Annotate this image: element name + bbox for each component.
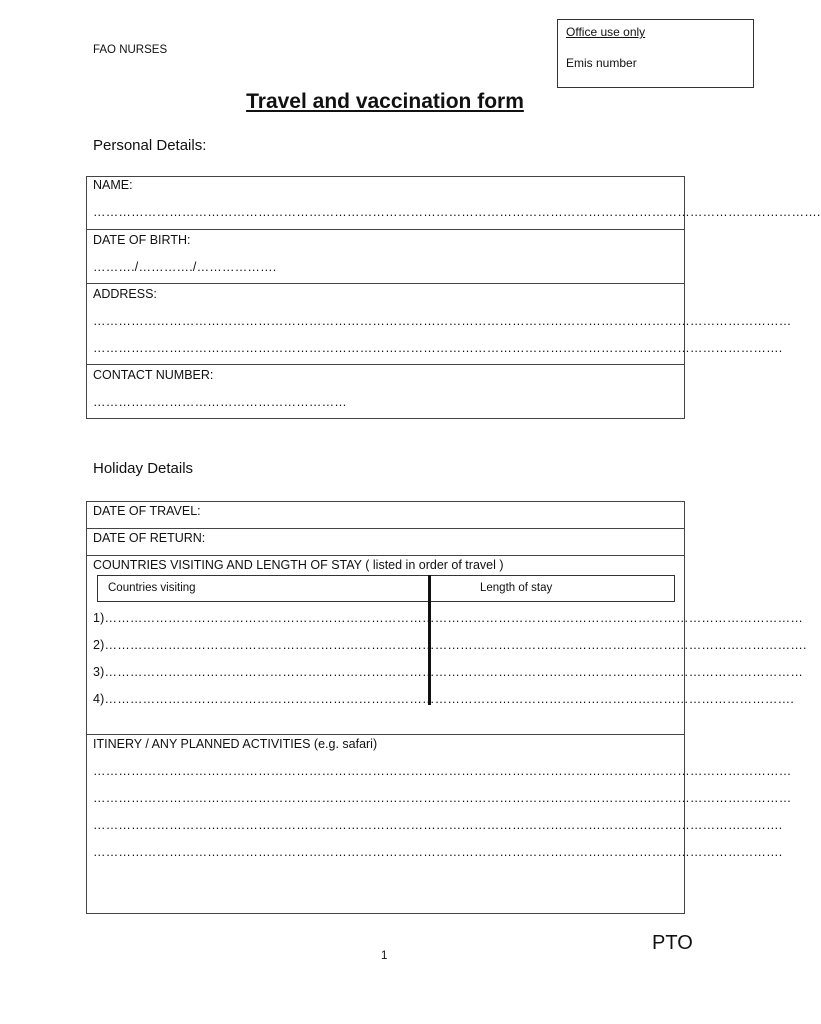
date-of-return-label: DATE OF RETURN: xyxy=(93,531,206,545)
pto-label: PTO xyxy=(652,932,693,954)
length-of-stay-column-header: Length of stay xyxy=(480,582,553,594)
contact-number-field[interactable]: …………………………………………………… xyxy=(93,395,347,409)
row-divider xyxy=(86,283,685,284)
holiday-details-heading: Holiday Details xyxy=(93,460,194,477)
country-row-1[interactable]: 1)………………………………………………………………………………………………………………………………………………… xyxy=(93,611,804,625)
country-row-4[interactable]: 4)………………………………………………………………………………………………………………………………………………. xyxy=(93,692,794,706)
itinerary-line-3[interactable]: ………………………………………………………………………………………………………………………………………………. xyxy=(93,818,783,832)
contact-number-label: CONTACT NUMBER: xyxy=(93,368,214,382)
name-label: NAME: xyxy=(93,178,133,192)
dob-label: DATE OF BIRTH: xyxy=(93,233,191,247)
office-use-title: Office use only xyxy=(566,25,646,39)
country-row-3[interactable]: 3)………………………………………………………………………………………………………………………………………………… xyxy=(93,665,804,679)
emis-number-label: Emis number xyxy=(566,56,637,70)
dob-field[interactable]: ………./…………./………………. xyxy=(93,260,277,274)
address-label: ADDRESS: xyxy=(93,287,157,301)
address-field-line-1[interactable]: ………………………………………………………………………………………………………………………………………………… xyxy=(93,314,792,328)
row-divider xyxy=(86,229,685,230)
form-title: Travel and vaccination form xyxy=(246,90,524,113)
date-of-travel-label: DATE OF TRAVEL: xyxy=(93,504,201,518)
address-field-line-2[interactable]: ………………………………………………………………………………………………………………………………………………. xyxy=(93,341,783,355)
row-divider xyxy=(86,528,685,529)
personal-details-heading: Personal Details: xyxy=(93,137,207,154)
country-row-2[interactable]: 2)…………………………………………………………………………………………………………………………………………………. xyxy=(93,638,807,652)
row-divider xyxy=(86,364,685,365)
itinerary-line-2[interactable]: ………………………………………………………………………………………………………………………………………………… xyxy=(93,791,792,805)
organisation-label: FAO NURSES xyxy=(93,44,168,56)
countries-visiting-label: COUNTRIES VISITING AND LENGTH OF STAY ( listed in order of travel ) xyxy=(93,558,504,572)
row-divider xyxy=(86,734,685,735)
itinerary-label: ITINERY / ANY PLANNED ACTIVITIES (e.g. safari) xyxy=(93,737,378,751)
itinerary-line-4[interactable]: ………………………………………………………………………………………………………………………………………………. xyxy=(93,845,783,859)
row-divider xyxy=(86,555,685,556)
itinerary-line-1[interactable]: ………………………………………………………………………………………………………………………………………………… xyxy=(93,764,792,778)
countries-visiting-column-header: Countries visiting xyxy=(108,582,196,594)
page-number: 1 xyxy=(381,950,388,962)
name-field[interactable]: ………………………………………………………………………………………………………………………………………………………. xyxy=(93,205,821,219)
